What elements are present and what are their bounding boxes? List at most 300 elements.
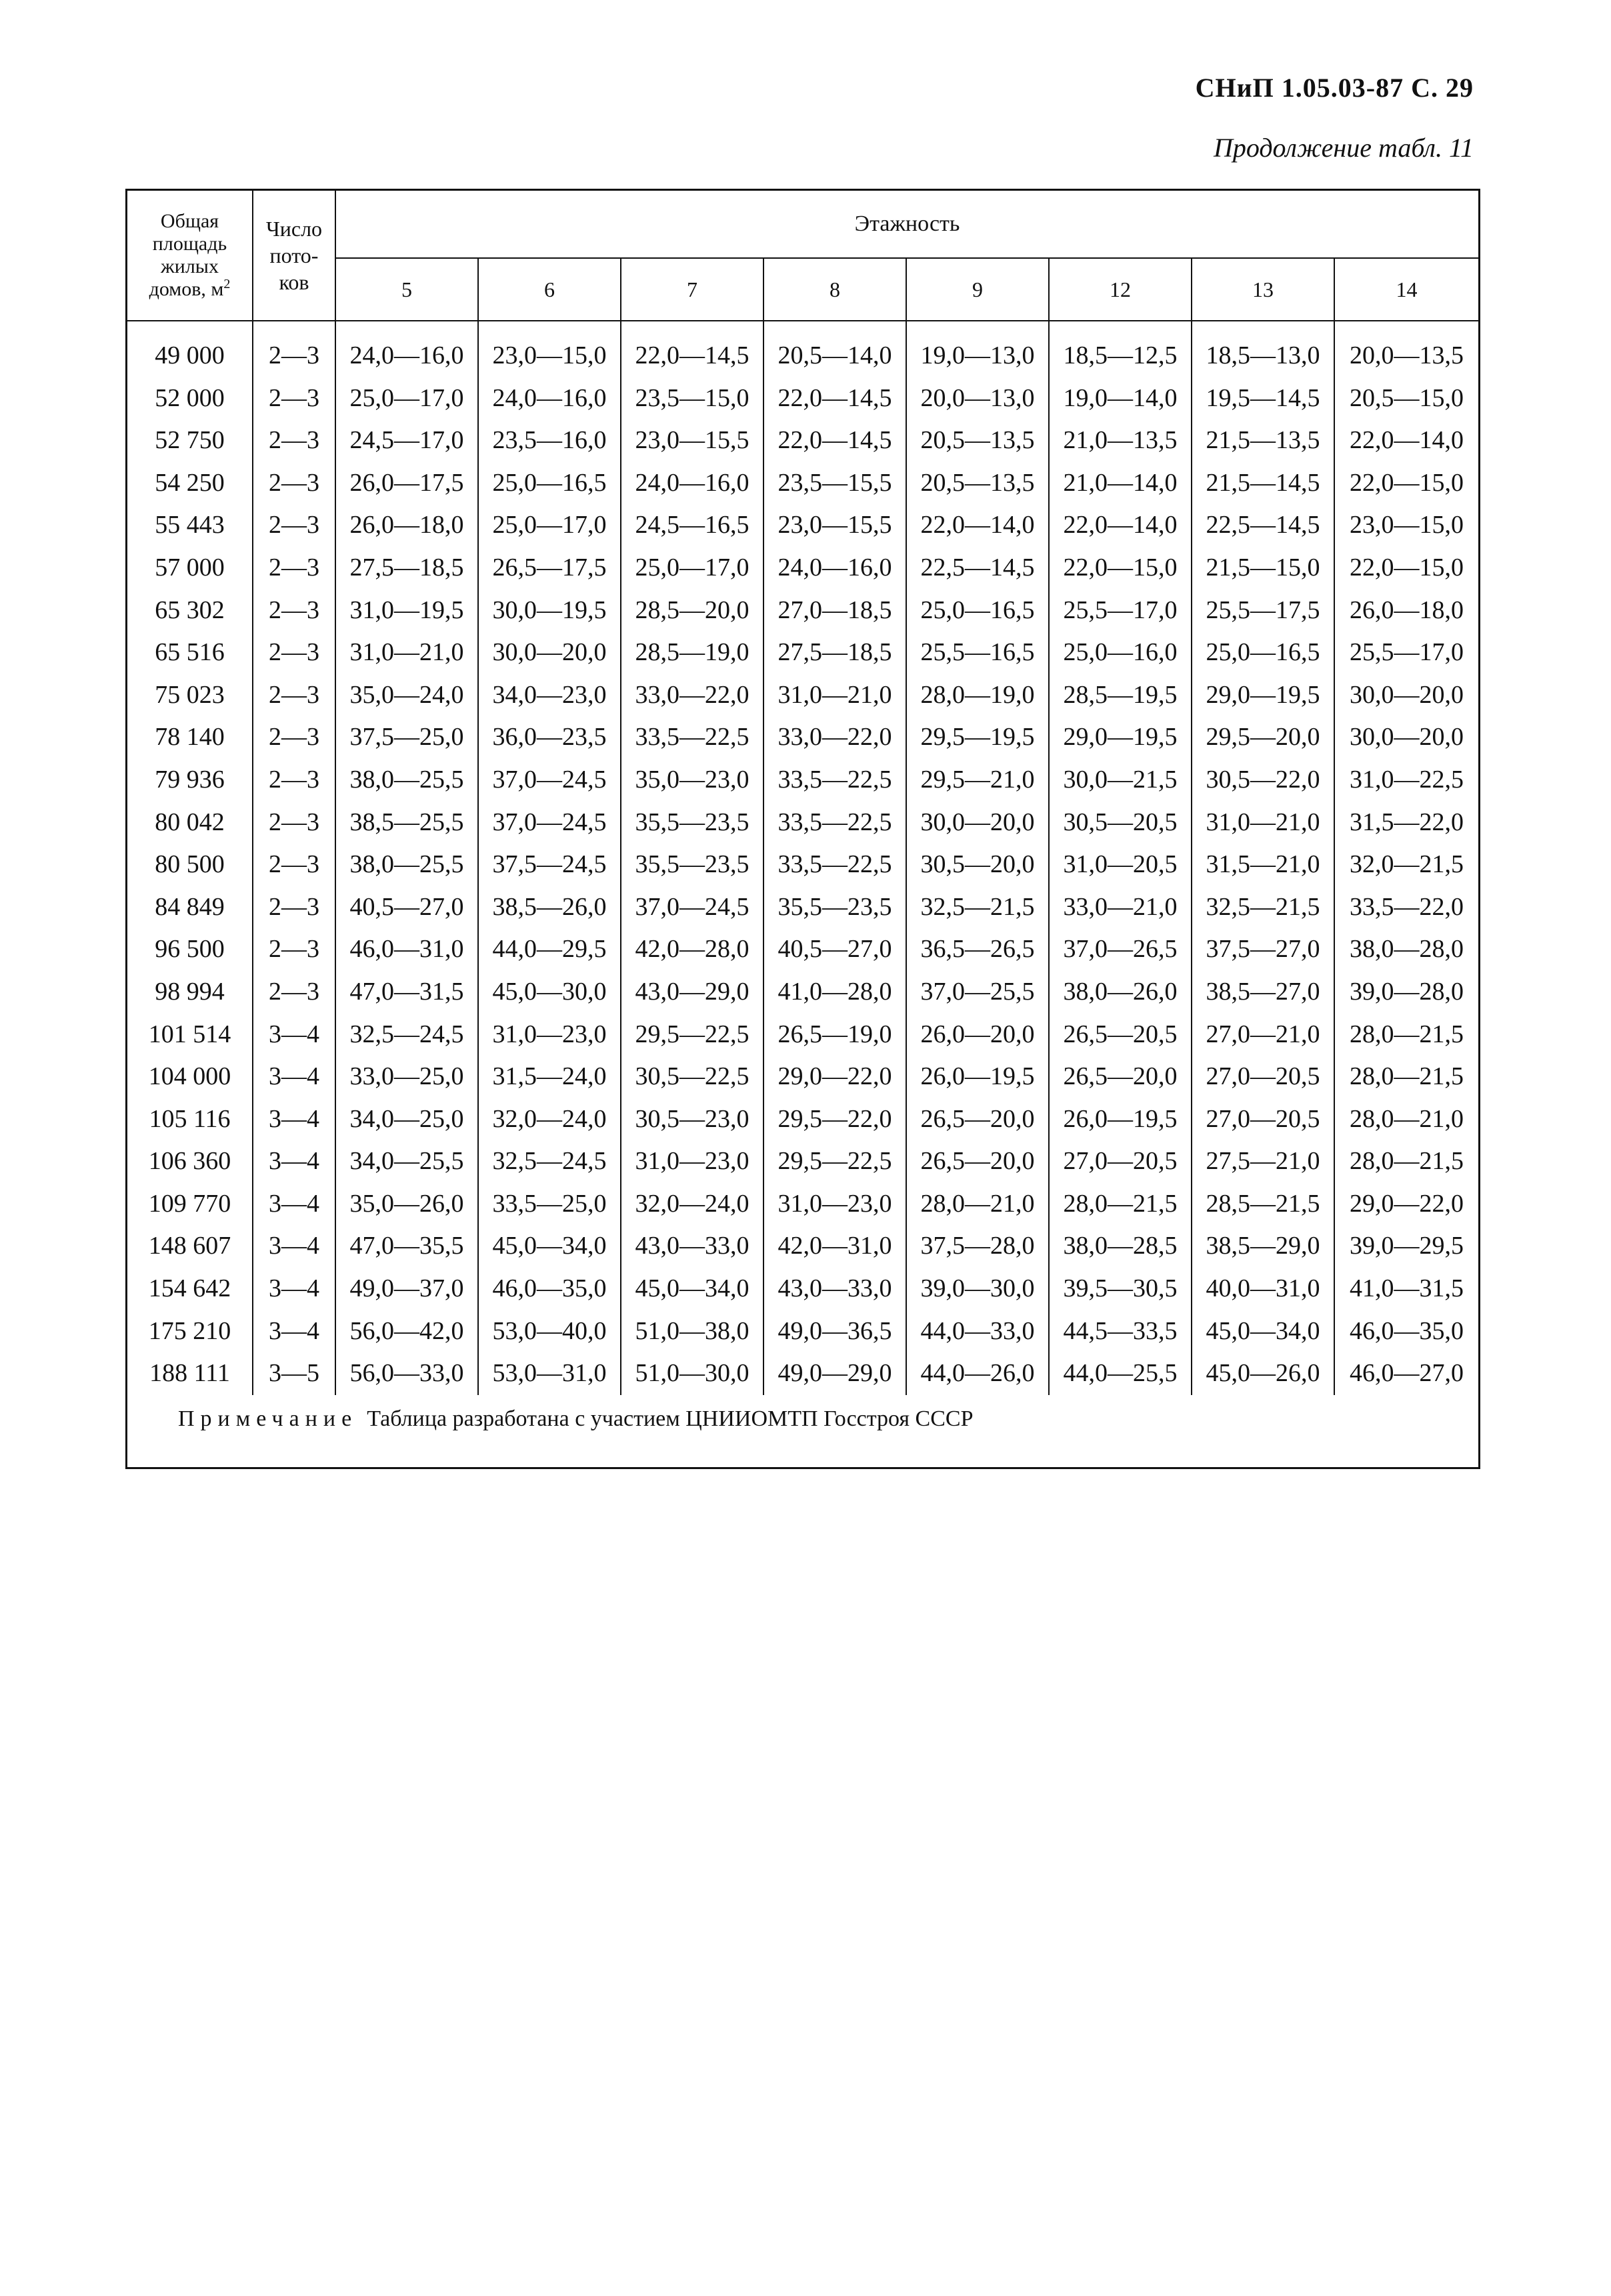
cell-value: 45,0—34,0 — [478, 1225, 621, 1268]
cell-value: 45,0—30,0 — [478, 971, 621, 1014]
cell-value: 29,0—22,0 — [763, 1056, 906, 1098]
cell-flows: 2—3 — [253, 504, 335, 547]
cell-value: 20,5—14,0 — [763, 321, 906, 377]
cell-value: 21,5—15,0 — [1192, 547, 1334, 590]
cell-value: 35,5—23,5 — [621, 802, 763, 844]
table-row — [127, 1056, 1478, 1098]
cell-value: 24,0—16,0 — [621, 462, 763, 505]
cell-value: 25,0—16,5 — [478, 462, 621, 505]
cell-value: 28,0—21,0 — [906, 1183, 1049, 1226]
table-continuation-label: Продолжение табл. 11 — [1213, 133, 1474, 163]
cell-value: 35,5—23,5 — [621, 844, 763, 886]
cell-value: 30,0—20,0 — [906, 802, 1049, 844]
cell-value: 35,0—26,0 — [335, 1183, 478, 1226]
cell-value: 51,0—30,0 — [621, 1352, 763, 1395]
cell-value: 33,0—21,0 — [1049, 886, 1192, 929]
cell-value: 24,5—17,0 — [335, 419, 478, 462]
cell-value: 38,5—25,5 — [335, 802, 478, 844]
cell-value: 43,0—33,0 — [621, 1225, 763, 1268]
cell-value: 29,5—20,0 — [1192, 716, 1334, 759]
cell-value: 44,0—25,5 — [1049, 1352, 1192, 1395]
cell-value: 46,0—35,0 — [478, 1268, 621, 1310]
cell-value: 23,0—15,0 — [1334, 504, 1478, 547]
cell-value: 21,0—13,5 — [1049, 419, 1192, 462]
cell-value: 35,0—24,0 — [335, 674, 478, 717]
cell-value: 37,0—24,5 — [621, 886, 763, 929]
cell-value: 44,5—33,5 — [1049, 1310, 1192, 1353]
cell-value: 31,0—22,5 — [1334, 759, 1478, 802]
cell-value: 33,0—25,0 — [335, 1056, 478, 1098]
table-row — [127, 716, 1478, 759]
table-row — [127, 1352, 1478, 1395]
cell-value: 18,5—13,0 — [1192, 321, 1334, 377]
cell-value: 30,0—19,5 — [478, 590, 621, 632]
cell-value: 25,5—17,0 — [1049, 590, 1192, 632]
floor-number-header: 14 — [1334, 258, 1478, 321]
cell-flows: 2—3 — [253, 419, 335, 462]
cell-flows: 2—3 — [253, 632, 335, 674]
cell-value: 27,5—18,5 — [335, 547, 478, 590]
table-row — [127, 419, 1478, 462]
cell-area: 106 360 — [127, 1140, 253, 1183]
cell-value: 33,5—22,5 — [763, 844, 906, 886]
cell-area: 109 770 — [127, 1183, 253, 1226]
cell-flows: 2—3 — [253, 590, 335, 632]
column-header-floors: Этажность — [335, 191, 1478, 258]
cell-value: 38,5—26,0 — [478, 886, 621, 929]
cell-value: 31,0—23,0 — [478, 1014, 621, 1056]
cell-flows: 2—3 — [253, 462, 335, 505]
table-row — [127, 1310, 1478, 1353]
cell-area: 154 642 — [127, 1268, 253, 1310]
cell-value: 46,0—31,0 — [335, 928, 478, 971]
cell-value: 31,0—23,0 — [763, 1183, 906, 1226]
cell-value: 27,0—21,0 — [1192, 1014, 1334, 1056]
table-row — [127, 886, 1478, 929]
cell-value: 51,0—38,0 — [621, 1310, 763, 1353]
cell-value: 31,0—21,0 — [1192, 802, 1334, 844]
table-row — [127, 1183, 1478, 1226]
table-row — [127, 1225, 1478, 1268]
cell-value: 45,0—34,0 — [621, 1268, 763, 1310]
cell-value: 26,0—17,5 — [335, 462, 478, 505]
cell-value: 25,0—17,0 — [478, 504, 621, 547]
cell-value: 29,0—22,0 — [1334, 1183, 1478, 1226]
table-row — [127, 590, 1478, 632]
table-row — [127, 1014, 1478, 1056]
cell-value: 40,5—27,0 — [763, 928, 906, 971]
table-header — [127, 191, 1478, 321]
cell-value: 28,0—21,0 — [1334, 1098, 1478, 1141]
cell-value: 25,0—17,0 — [335, 377, 478, 420]
cell-value: 56,0—33,0 — [335, 1352, 478, 1395]
cell-value: 32,0—21,5 — [1334, 844, 1478, 886]
cell-flows: 3—4 — [253, 1140, 335, 1183]
cell-flows: 2—3 — [253, 377, 335, 420]
cell-value: 33,5—22,5 — [763, 802, 906, 844]
flows-header-line: Число — [265, 217, 323, 241]
cell-area: 57 000 — [127, 547, 253, 590]
cell-flows: 2—3 — [253, 844, 335, 886]
cell-value: 49,0—29,0 — [763, 1352, 906, 1395]
cell-value: 30,5—20,5 — [1049, 802, 1192, 844]
cell-value: 20,5—13,5 — [906, 419, 1049, 462]
cell-flows: 2—3 — [253, 928, 335, 971]
cell-value: 31,0—20,5 — [1049, 844, 1192, 886]
cell-value: 36,0—23,5 — [478, 716, 621, 759]
cell-value: 32,5—21,5 — [906, 886, 1049, 929]
cell-value: 26,5—20,5 — [1049, 1014, 1192, 1056]
cell-value: 47,0—31,5 — [335, 971, 478, 1014]
floor-number-header: 8 — [763, 258, 906, 321]
cell-value: 23,0—15,5 — [763, 504, 906, 547]
cell-value: 22,0—14,0 — [1049, 504, 1192, 547]
area-header-line: жилых — [161, 255, 219, 277]
cell-area: 84 849 — [127, 886, 253, 929]
cell-value: 45,0—34,0 — [1192, 1310, 1334, 1353]
cell-value: 27,0—20,5 — [1049, 1140, 1192, 1183]
cell-value: 26,0—19,5 — [906, 1056, 1049, 1098]
cell-flows: 3—4 — [253, 1268, 335, 1310]
cell-value: 26,0—20,0 — [906, 1014, 1049, 1056]
cell-value: 33,5—25,0 — [478, 1183, 621, 1226]
table-row — [127, 321, 1478, 377]
cell-value: 23,5—16,0 — [478, 419, 621, 462]
cell-flows: 2—3 — [253, 802, 335, 844]
cell-value: 35,5—23,5 — [763, 886, 906, 929]
cell-value: 22,0—15,0 — [1334, 462, 1478, 505]
table-row — [127, 462, 1478, 505]
cell-area: 79 936 — [127, 759, 253, 802]
cell-value: 20,5—13,5 — [906, 462, 1049, 505]
cell-value: 38,5—29,0 — [1192, 1225, 1334, 1268]
cell-value: 46,0—35,0 — [1334, 1310, 1478, 1353]
cell-value: 21,0—14,0 — [1049, 462, 1192, 505]
cell-value: 29,0—19,5 — [1049, 716, 1192, 759]
cell-value: 39,0—28,0 — [1334, 971, 1478, 1014]
cell-value: 18,5—12,5 — [1049, 321, 1192, 377]
floor-number-header: 5 — [335, 258, 478, 321]
cell-value: 25,0—16,5 — [1192, 632, 1334, 674]
cell-value: 28,5—19,0 — [621, 632, 763, 674]
cell-value: 31,0—21,0 — [763, 674, 906, 717]
cell-value: 30,0—20,0 — [478, 632, 621, 674]
cell-value: 22,0—14,5 — [763, 419, 906, 462]
cell-value: 32,0—24,0 — [621, 1183, 763, 1226]
cell-area: 175 210 — [127, 1310, 253, 1353]
table-row — [127, 377, 1478, 420]
cell-value: 27,0—18,5 — [763, 590, 906, 632]
cell-value: 29,5—22,5 — [763, 1140, 906, 1183]
cell-area: 80 500 — [127, 844, 253, 886]
cell-value: 25,5—17,0 — [1334, 632, 1478, 674]
cell-value: 49,0—37,0 — [335, 1268, 478, 1310]
cell-value: 31,5—22,0 — [1334, 802, 1478, 844]
table-row — [127, 1140, 1478, 1183]
cell-value: 38,0—25,5 — [335, 759, 478, 802]
cell-area: 52 000 — [127, 377, 253, 420]
cell-value: 56,0—42,0 — [335, 1310, 478, 1353]
cell-value: 45,0—26,0 — [1192, 1352, 1334, 1395]
cell-value: 33,5—22,5 — [763, 759, 906, 802]
cell-value: 34,0—23,0 — [478, 674, 621, 717]
cell-value: 41,0—28,0 — [763, 971, 906, 1014]
cell-area: 54 250 — [127, 462, 253, 505]
cell-value: 44,0—33,0 — [906, 1310, 1049, 1353]
cell-flows: 2—3 — [253, 716, 335, 759]
cell-value: 30,0—20,0 — [1334, 716, 1478, 759]
cell-value: 30,5—23,0 — [621, 1098, 763, 1141]
cell-value: 37,5—25,0 — [335, 716, 478, 759]
cell-value: 44,0—26,0 — [906, 1352, 1049, 1395]
cell-value: 40,0—31,0 — [1192, 1268, 1334, 1310]
cell-area: 104 000 — [127, 1056, 253, 1098]
floor-number-header: 7 — [621, 258, 763, 321]
table-row — [127, 504, 1478, 547]
cell-value: 37,0—24,5 — [478, 759, 621, 802]
cell-flows: 3—5 — [253, 1352, 335, 1395]
cell-area: 78 140 — [127, 716, 253, 759]
cell-value: 47,0—35,5 — [335, 1225, 478, 1268]
cell-value: 30,5—22,0 — [1192, 759, 1334, 802]
cell-value: 27,5—18,5 — [763, 632, 906, 674]
cell-value: 28,5—21,5 — [1192, 1183, 1334, 1226]
table-row — [127, 928, 1478, 971]
cell-value: 22,0—14,0 — [1334, 419, 1478, 462]
floor-number-header: 9 — [906, 258, 1049, 321]
cell-value: 21,5—13,5 — [1192, 419, 1334, 462]
cell-flows: 2—3 — [253, 886, 335, 929]
cell-value: 32,0—24,0 — [478, 1098, 621, 1141]
cell-value: 31,0—21,0 — [335, 632, 478, 674]
cell-value: 33,0—22,0 — [621, 674, 763, 717]
cell-value: 26,5—20,0 — [906, 1140, 1049, 1183]
data-table — [127, 191, 1478, 1395]
cell-flows: 2—3 — [253, 971, 335, 1014]
cell-value: 23,5—15,5 — [763, 462, 906, 505]
cell-value: 26,0—19,5 — [1049, 1098, 1192, 1141]
cell-value: 25,0—16,5 — [906, 590, 1049, 632]
cell-area: 65 302 — [127, 590, 253, 632]
cell-flows: 3—4 — [253, 1098, 335, 1141]
cell-value: 22,0—15,0 — [1334, 547, 1478, 590]
cell-value: 22,0—15,0 — [1049, 547, 1192, 590]
cell-area: 55 443 — [127, 504, 253, 547]
flows-header-line: пото- — [269, 243, 319, 267]
cell-value: 27,5—21,0 — [1192, 1140, 1334, 1183]
cell-value: 28,0—21,5 — [1049, 1183, 1192, 1226]
cell-area: 65 516 — [127, 632, 253, 674]
cell-value: 39,0—30,0 — [906, 1268, 1049, 1310]
area-header-superscript: 2 — [223, 277, 231, 291]
cell-value: 29,5—22,0 — [763, 1098, 906, 1141]
cell-value: 39,5—30,5 — [1049, 1268, 1192, 1310]
cell-value: 26,5—20,0 — [906, 1098, 1049, 1141]
note-text: Таблица разработана с участием ЦНИИОМТП Госстроя СССР — [367, 1406, 974, 1431]
cell-area: 188 111 — [127, 1352, 253, 1395]
cell-flows: 2—3 — [253, 674, 335, 717]
cell-value: 26,0—18,0 — [1334, 590, 1478, 632]
cell-value: 24,0—16,0 — [763, 547, 906, 590]
cell-value: 37,5—28,0 — [906, 1225, 1049, 1268]
cell-value: 38,5—27,0 — [1192, 971, 1334, 1014]
cell-value: 32,5—24,5 — [335, 1014, 478, 1056]
area-header-line: площадь — [152, 233, 227, 255]
cell-flows: 3—4 — [253, 1310, 335, 1353]
cell-value: 19,0—13,0 — [906, 321, 1049, 377]
cell-value: 37,0—24,5 — [478, 802, 621, 844]
cell-flows: 2—3 — [253, 547, 335, 590]
cell-area: 75 023 — [127, 674, 253, 717]
floor-number-header: 13 — [1192, 258, 1334, 321]
cell-flows: 3—4 — [253, 1056, 335, 1098]
cell-value: 44,0—29,5 — [478, 928, 621, 971]
floor-number-header: 6 — [478, 258, 621, 321]
cell-flows: 3—4 — [253, 1183, 335, 1226]
cell-value: 22,0—14,5 — [621, 321, 763, 377]
cell-value: 29,5—22,5 — [621, 1014, 763, 1056]
cell-value: 27,0—20,5 — [1192, 1098, 1334, 1141]
cell-value: 28,5—19,5 — [1049, 674, 1192, 717]
cell-value: 19,0—14,0 — [1049, 377, 1192, 420]
cell-value: 41,0—31,5 — [1334, 1268, 1478, 1310]
cell-area: 148 607 — [127, 1225, 253, 1268]
cell-value: 25,0—16,0 — [1049, 632, 1192, 674]
cell-value: 26,5—20,0 — [1049, 1056, 1192, 1098]
table-row — [127, 632, 1478, 674]
cell-value: 29,5—21,0 — [906, 759, 1049, 802]
cell-value: 40,5—27,0 — [335, 886, 478, 929]
table-frame — [125, 189, 1480, 1469]
cell-area: 96 500 — [127, 928, 253, 971]
cell-flows: 2—3 — [253, 321, 335, 377]
cell-value: 28,0—19,0 — [906, 674, 1049, 717]
cell-value: 34,0—25,5 — [335, 1140, 478, 1183]
cell-value: 25,5—17,5 — [1192, 590, 1334, 632]
cell-value: 28,0—21,5 — [1334, 1014, 1478, 1056]
cell-value: 33,0—22,0 — [763, 716, 906, 759]
cell-area: 105 116 — [127, 1098, 253, 1141]
cell-value: 24,0—16,0 — [335, 321, 478, 377]
cell-value: 28,0—21,5 — [1334, 1140, 1478, 1183]
cell-value: 49,0—36,5 — [763, 1310, 906, 1353]
table-row — [127, 759, 1478, 802]
cell-value: 37,0—26,5 — [1049, 928, 1192, 971]
cell-value: 23,0—15,5 — [621, 419, 763, 462]
cell-value: 53,0—40,0 — [478, 1310, 621, 1353]
cell-value: 22,5—14,5 — [1192, 504, 1334, 547]
cell-area: 52 750 — [127, 419, 253, 462]
cell-value: 34,0—25,0 — [335, 1098, 478, 1141]
cell-value: 28,5—20,0 — [621, 590, 763, 632]
cell-area: 49 000 — [127, 321, 253, 377]
floor-number-header: 12 — [1049, 258, 1192, 321]
cell-value: 27,0—20,5 — [1192, 1056, 1334, 1098]
cell-value: 23,5—15,0 — [621, 377, 763, 420]
cell-value: 35,0—23,0 — [621, 759, 763, 802]
cell-value: 22,0—14,0 — [906, 504, 1049, 547]
cell-value: 25,5—16,5 — [906, 632, 1049, 674]
area-header-line: Общая — [160, 210, 219, 232]
area-header-line: домов, м — [149, 278, 224, 300]
cell-area: 98 994 — [127, 971, 253, 1014]
cell-value: 30,5—22,5 — [621, 1056, 763, 1098]
cell-value: 30,0—21,5 — [1049, 759, 1192, 802]
column-header-area — [127, 191, 253, 321]
cell-value: 38,0—28,5 — [1049, 1225, 1192, 1268]
cell-value: 42,0—28,0 — [621, 928, 763, 971]
cell-value: 19,5—14,5 — [1192, 377, 1334, 420]
table-row — [127, 1268, 1478, 1310]
table-row — [127, 547, 1478, 590]
cell-value: 25,0—17,0 — [621, 547, 763, 590]
cell-area: 101 514 — [127, 1014, 253, 1056]
cell-value: 46,0—27,0 — [1334, 1352, 1478, 1395]
cell-flows: 2—3 — [253, 759, 335, 802]
cell-value: 31,0—19,5 — [335, 590, 478, 632]
column-header-flows — [253, 191, 335, 321]
cell-value: 21,5—14,5 — [1192, 462, 1334, 505]
table-body — [127, 321, 1478, 1395]
cell-area: 80 042 — [127, 802, 253, 844]
cell-value: 20,0—13,5 — [1334, 321, 1478, 377]
cell-value: 30,5—20,0 — [906, 844, 1049, 886]
cell-value: 42,0—31,0 — [763, 1225, 906, 1268]
cell-value: 38,0—25,5 — [335, 844, 478, 886]
cell-value: 53,0—31,0 — [478, 1352, 621, 1395]
cell-value: 43,0—33,0 — [763, 1268, 906, 1310]
cell-value: 32,5—21,5 — [1192, 886, 1334, 929]
cell-value: 38,0—26,0 — [1049, 971, 1192, 1014]
cell-value: 29,5—19,5 — [906, 716, 1049, 759]
cell-value: 29,0—19,5 — [1192, 674, 1334, 717]
cell-value: 26,5—17,5 — [478, 547, 621, 590]
cell-value: 39,0—29,5 — [1334, 1225, 1478, 1268]
document-code: СНиП 1.05.03-87 С. 29 — [1195, 73, 1474, 103]
cell-value: 26,0—18,0 — [335, 504, 478, 547]
cell-value: 22,5—14,5 — [906, 547, 1049, 590]
cell-value: 28,0—21,5 — [1334, 1056, 1478, 1098]
table-row — [127, 802, 1478, 844]
cell-value: 31,0—23,0 — [621, 1140, 763, 1183]
cell-value: 20,5—15,0 — [1334, 377, 1478, 420]
cell-value: 32,5—24,5 — [478, 1140, 621, 1183]
cell-value: 24,0—16,0 — [478, 377, 621, 420]
cell-value: 43,0—29,0 — [621, 971, 763, 1014]
cell-value: 37,5—27,0 — [1192, 928, 1334, 971]
cell-value: 26,5—19,0 — [763, 1014, 906, 1056]
table-row — [127, 1098, 1478, 1141]
cell-value: 31,5—21,0 — [1192, 844, 1334, 886]
flows-header-line: ков — [279, 270, 309, 294]
cell-value: 31,5—24,0 — [478, 1056, 621, 1098]
cell-value: 23,0—15,0 — [478, 321, 621, 377]
cell-value: 30,0—20,0 — [1334, 674, 1478, 717]
cell-value: 38,0—28,0 — [1334, 928, 1478, 971]
table-row — [127, 844, 1478, 886]
cell-flows: 3—4 — [253, 1225, 335, 1268]
cell-flows: 3—4 — [253, 1014, 335, 1056]
table-row — [127, 971, 1478, 1014]
table-row — [127, 674, 1478, 717]
cell-value: 37,5—24,5 — [478, 844, 621, 886]
cell-value: 33,5—22,5 — [621, 716, 763, 759]
table-note — [178, 1406, 973, 1432]
cell-value: 20,0—13,0 — [906, 377, 1049, 420]
cell-value: 36,5—26,5 — [906, 928, 1049, 971]
note-label: Примечание — [178, 1406, 358, 1431]
cell-value: 33,5—22,0 — [1334, 886, 1478, 929]
